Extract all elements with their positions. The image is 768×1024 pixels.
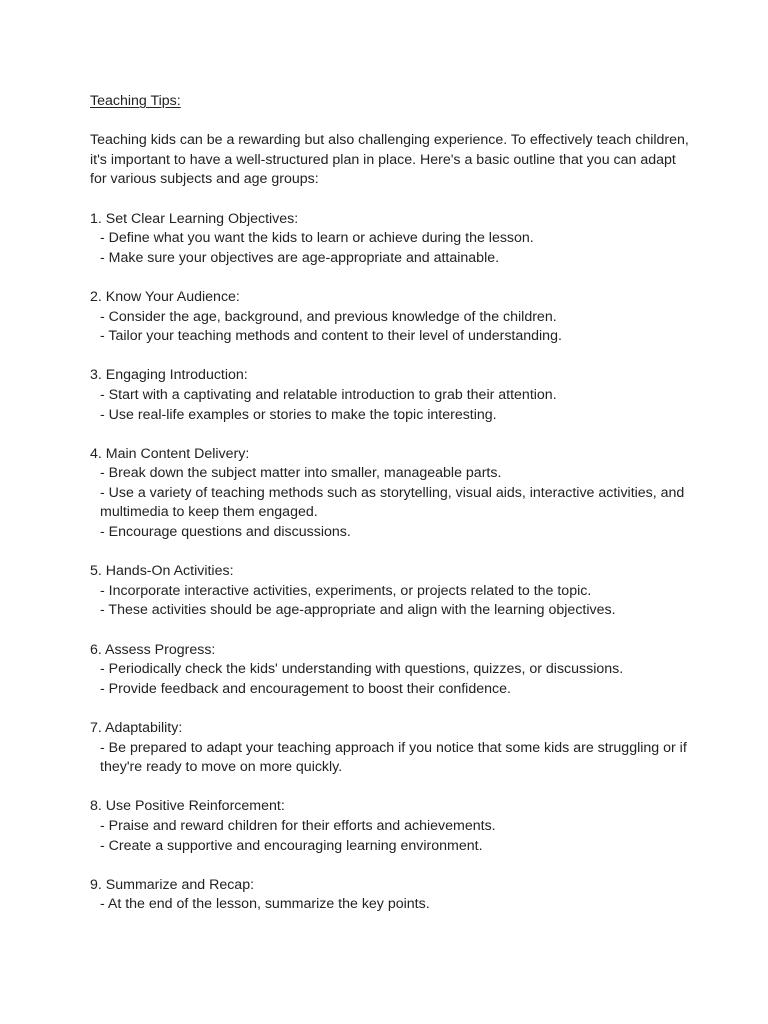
tip-section (90, 366, 690, 425)
document-heading: Teaching Tips: (90, 93, 181, 109)
tip-bullet: - Periodically check the kids' understanding with questions, quizzes, or discussions. (100, 661, 624, 678)
tip-bullet: - Consider the age, background, and previous knowledge of the children. (100, 308, 557, 325)
document-body (90, 92, 690, 935)
tip-bullet: - Use a variety of teaching methods such as storytelling, visual aids, interactive activities, and multimedia to keep them engaged. (100, 484, 685, 521)
tip-bullet: - Make sure your objectives are age-appropriate and attainable. (100, 249, 500, 266)
tip-bullet: - Be prepared to adapt your teaching approach if you notice that some kids are struggling or if they're ready to move on more quickly. (100, 739, 687, 776)
tip-section-title: 6. Assess Progress: (90, 641, 216, 658)
tip-bullet: - Tailor your teaching methods and content to their level of understanding. (100, 328, 562, 345)
tip-section (90, 876, 690, 915)
tip-section (90, 210, 690, 269)
tip-bullet: - Break down the subject matter into smaller, manageable parts. (100, 465, 502, 482)
tip-section-title: 5. Hands-On Activities: (90, 563, 234, 580)
tip-bullet: - Encourage questions and discussions. (100, 524, 351, 541)
tip-bullet: - Use real-life examples or stories to make the topic interesting. (100, 406, 497, 423)
tip-section (90, 562, 690, 621)
tip-bullet: - Provide feedback and encouragement to boost their confidence. (100, 680, 511, 697)
tip-bullet: - Incorporate interactive activities, experiments, or projects related to the topic. (100, 582, 592, 599)
tip-section-title: 1. Set Clear Learning Objectives: (90, 210, 299, 227)
tip-section-title: 3. Engaging Introduction: (90, 367, 248, 384)
tip-bullet: - Praise and reward children for their efforts and achievements. (100, 817, 496, 834)
tip-bullet: - Create a supportive and encouraging learning environment. (100, 837, 483, 854)
tip-bullet: - At the end of the lesson, summarize the key points. (100, 896, 430, 913)
tip-section-title: 4. Main Content Delivery: (90, 445, 250, 462)
intro-paragraph: Teaching kids can be a rewarding but also challenging experience. To effectively teach children, it's important to have a well-structured plan in place. Here's a basic outline that you can adapt for various subjects and age groups: (90, 132, 689, 188)
tips-list (90, 210, 690, 915)
tip-section-title: 9. Summarize and Recap: (90, 876, 255, 893)
tip-section (90, 641, 690, 700)
tip-section (90, 445, 690, 543)
tip-bullet: - These activities should be age-appropriate and align with the learning objectives. (100, 602, 616, 619)
tip-section (90, 288, 690, 347)
tip-bullet: - Define what you want the kids to learn or achieve during the lesson. (100, 230, 534, 247)
tip-bullet: - Start with a captivating and relatable introduction to grab their attention. (100, 386, 557, 403)
tip-section-title: 8. Use Positive Reinforcement: (90, 798, 285, 815)
tip-section (90, 719, 690, 778)
tip-section (90, 797, 690, 856)
tip-section-title: 2. Know Your Audience: (90, 288, 240, 305)
tip-section-title: 7. Adaptability: (90, 720, 183, 736)
